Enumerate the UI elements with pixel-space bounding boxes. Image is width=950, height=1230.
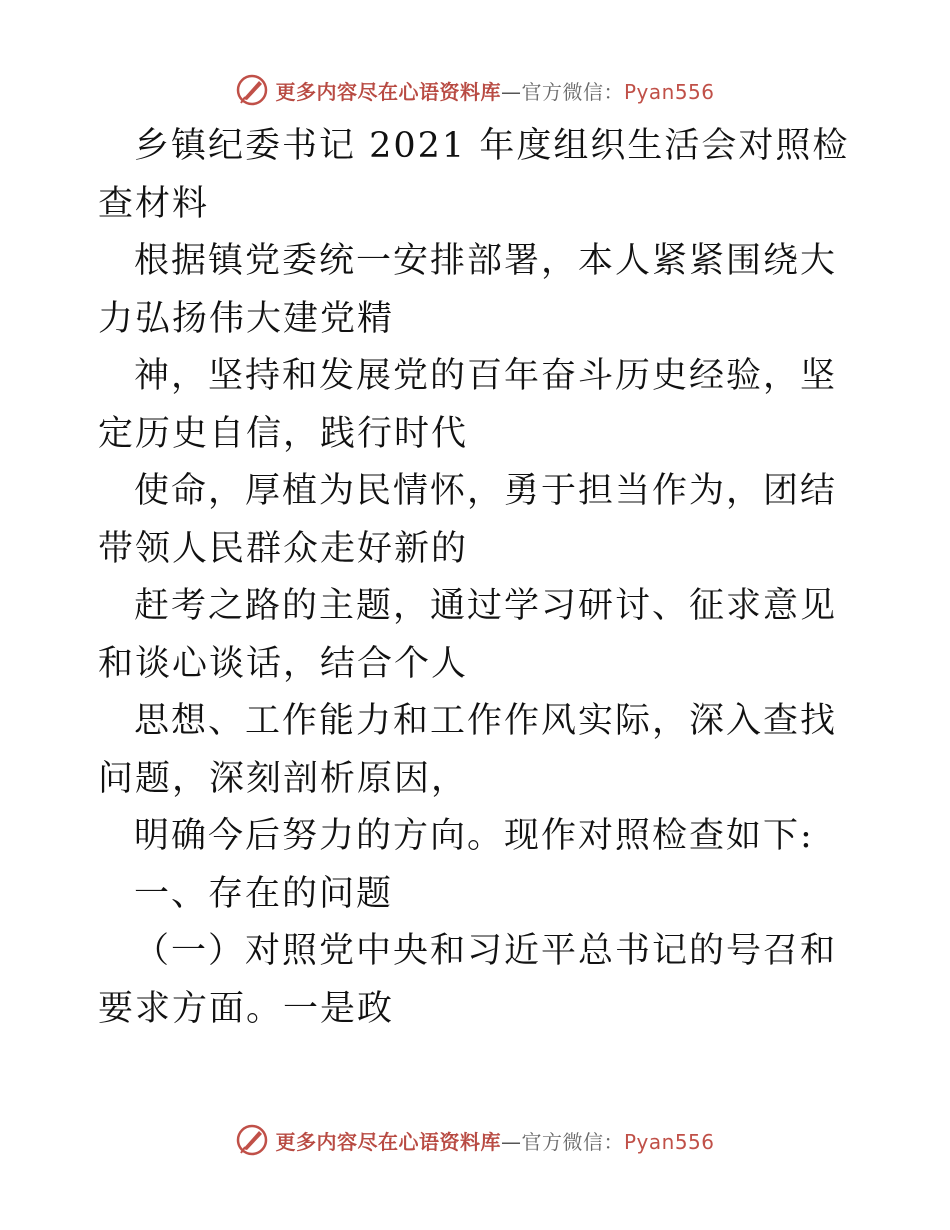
watermark-wechat-label: 官方微信： xyxy=(521,79,624,104)
header-watermark xyxy=(0,70,950,110)
paragraph: 赶考之路的主题，通过学习研讨、征求意见和谈心谈话，结合个人 xyxy=(98,586,838,684)
watermark-brand: 更多内容尽在心语资料库 xyxy=(275,79,501,104)
watermark-separator: — xyxy=(500,79,522,104)
watermark-wechat-label: 官方微信： xyxy=(521,1129,624,1154)
watermark-text xyxy=(275,1126,714,1155)
watermark-wechat-id: Pyan556 xyxy=(623,79,715,104)
watermark-separator: — xyxy=(500,1129,522,1154)
document-title: 乡镇纪委书记 2021 年度组织生活会对照检查材料 xyxy=(98,126,850,224)
document-body xyxy=(98,118,850,1038)
paragraph: 神，坚持和发展党的百年奋斗历史经验，坚定历史自信，践行时代 xyxy=(98,356,838,454)
paragraph: 根据镇党委统一安排部署，本人紧紧围绕大力弘扬伟大建党精 xyxy=(98,241,838,339)
paragraph: 明确今后努力的方向。现作对照检查如下: xyxy=(134,816,814,856)
quill-logo-icon xyxy=(235,73,269,107)
watermark-wechat-id: Pyan556 xyxy=(623,1129,715,1154)
footer-watermark xyxy=(0,1120,950,1160)
paragraph: 使命，厚植为民情怀，勇于担当作为，团结带领人民群众走好新的 xyxy=(98,471,838,569)
subsection-heading: （一）对照党中央和习近平总书记的号召和要求方面。一是政 xyxy=(98,931,838,1029)
paragraph: 思想、工作能力和工作作风实际，深入查找问题，深刻剖析原因， xyxy=(98,701,838,799)
watermark-brand: 更多内容尽在心语资料库 xyxy=(275,1129,501,1154)
section-heading: 一、存在的问题 xyxy=(134,873,394,914)
watermark-text xyxy=(275,76,714,105)
quill-logo-icon xyxy=(235,1123,269,1157)
